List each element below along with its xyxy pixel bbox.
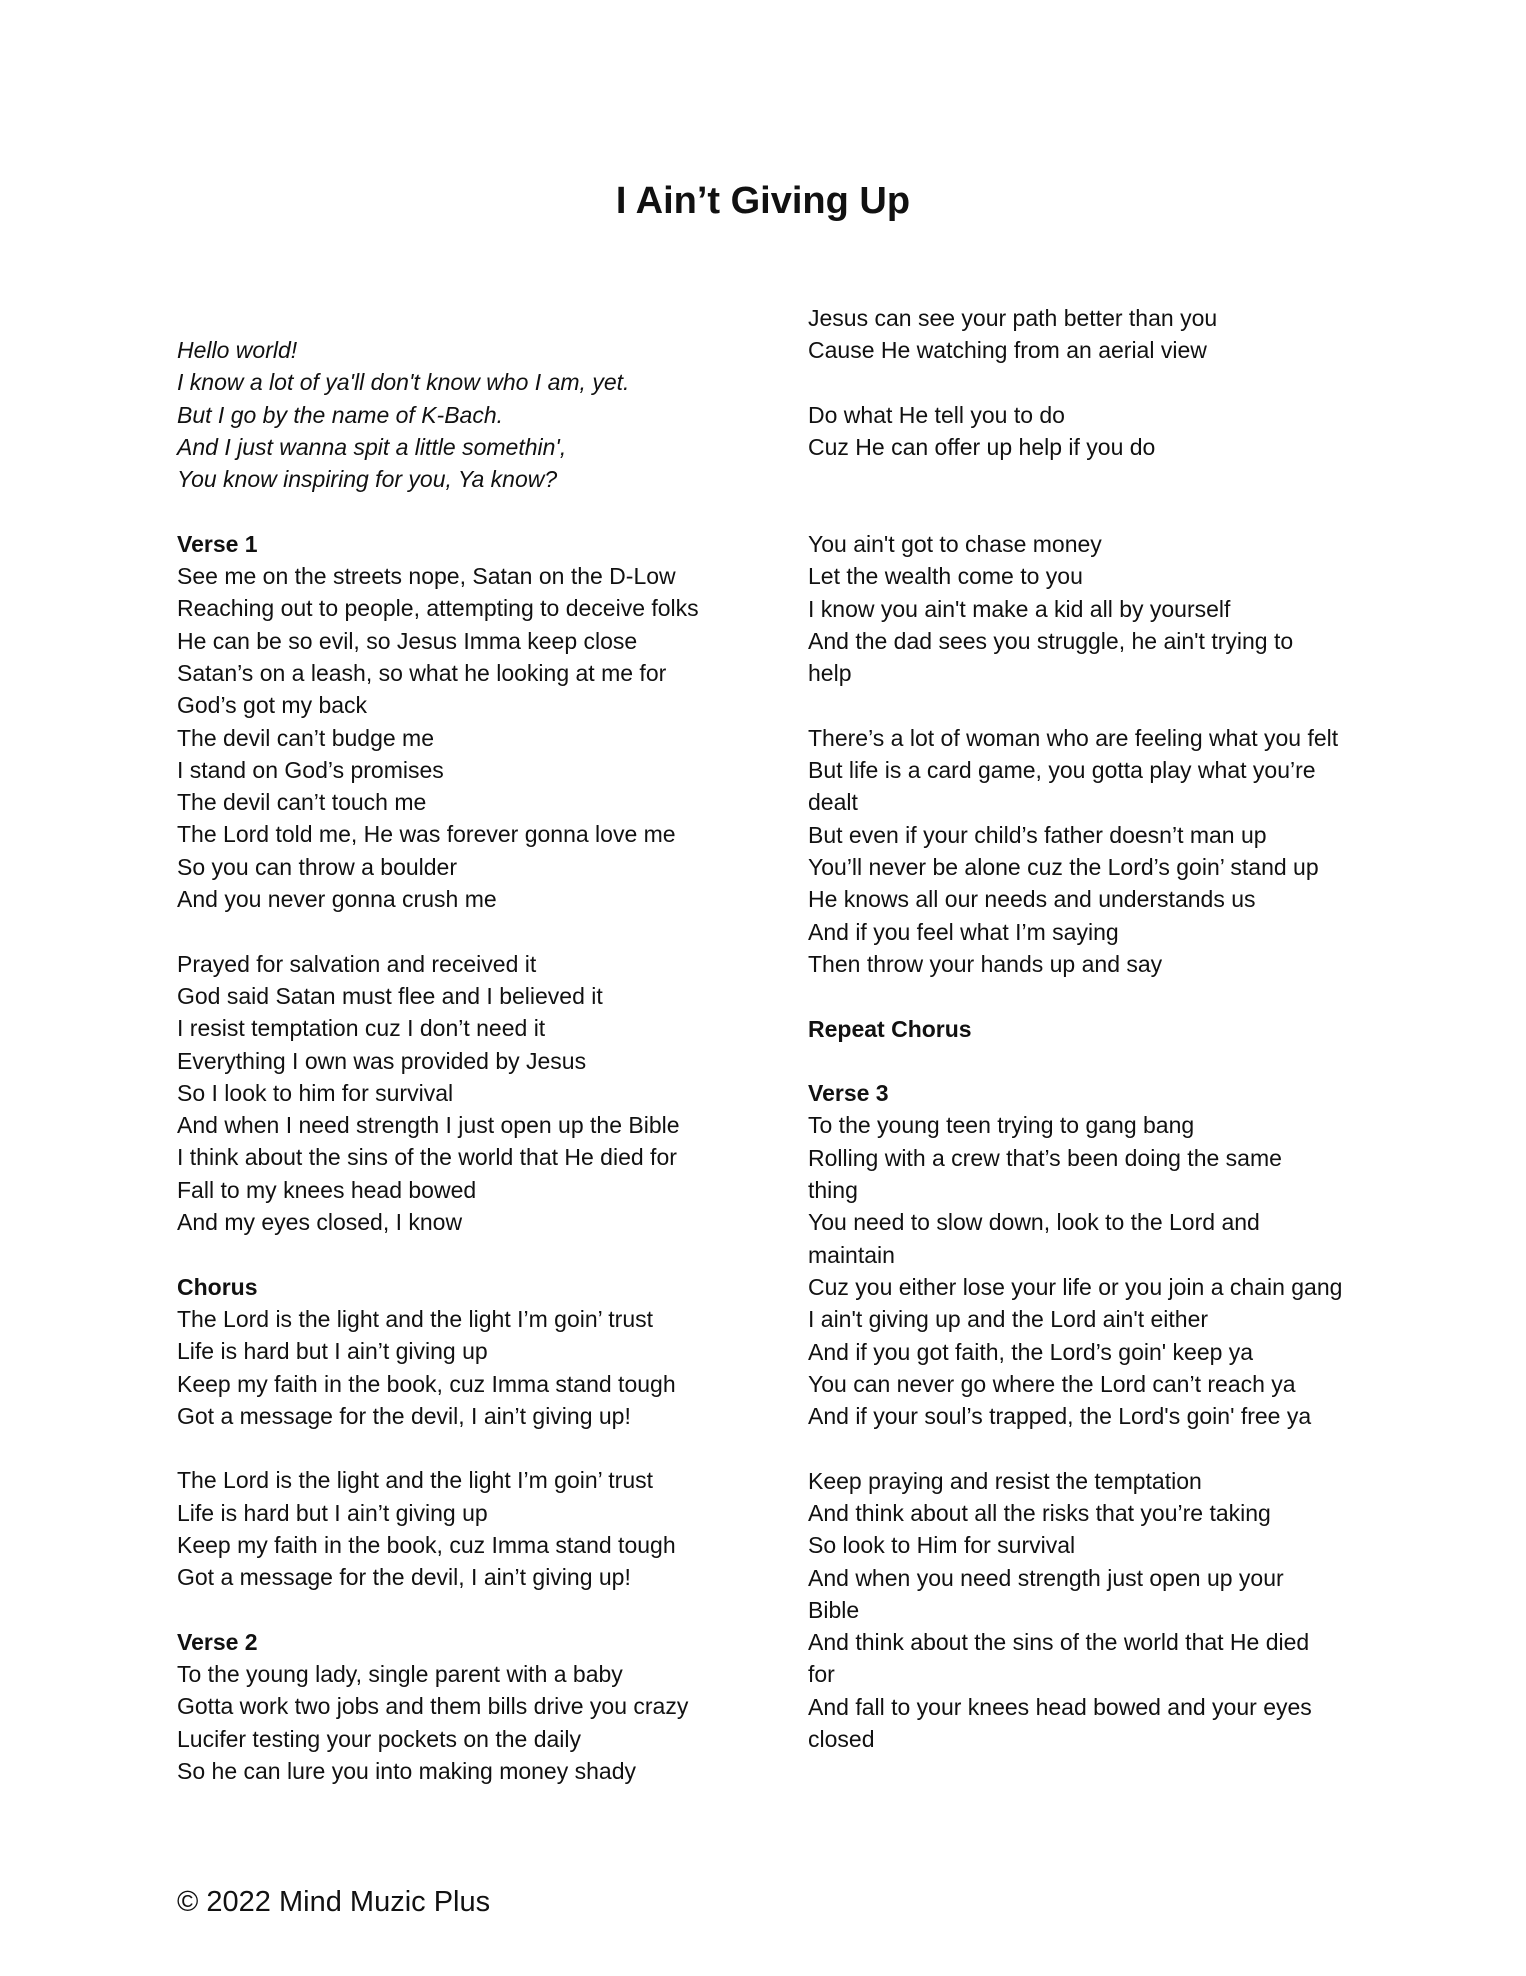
lyric-line: Cuz He can offer up help if you do — [808, 434, 1156, 461]
lyric-line: Got a message for the devil, I ain’t giving up! — [177, 1402, 631, 1429]
lyric-line: Let the wealth come to you — [808, 563, 1083, 590]
lyric-line: Everything I own was provided by Jesus — [177, 1047, 587, 1074]
lyric-line: I think about the sins of the world that He died for — [177, 1144, 677, 1171]
blank-line — [808, 463, 1388, 495]
lyric-line: I resist temptation cuz I don’t need it — [177, 1015, 546, 1042]
lyric-line: And think about all the risks that you’re taking — [808, 1499, 1271, 1526]
lyric-line: And if you got faith, the Lord’s goin' keep ya — [808, 1338, 1254, 1365]
lyric-line: Do what He tell you to do — [808, 401, 1065, 428]
copyright-footer: © 2022 Mind Muzic Plus — [177, 1886, 491, 1918]
lyric-line: You ain't got to chase money — [808, 531, 1102, 558]
blank-line — [177, 915, 757, 947]
section-heading: Verse 3 — [808, 1080, 889, 1107]
lyric-line: closed — [808, 1726, 875, 1753]
lyric-line: And think about the sins of the world that He died — [808, 1629, 1310, 1656]
lyric-line: Life is hard but I ain’t giving up — [177, 1499, 488, 1526]
lyric-line: Jesus can see your path better than you — [808, 305, 1218, 331]
lyric-line: So he can lure you into making money shady — [177, 1758, 636, 1785]
lyric-line: So you can throw a boulder — [177, 853, 458, 880]
lyric-line: To the young lady, single parent with a baby — [177, 1661, 623, 1688]
lyric-line: Gotta work two jobs and them bills drive you crazy — [177, 1693, 689, 1720]
blank-line — [808, 496, 1388, 528]
lyric-line: Prayed for salvation and received it — [177, 950, 537, 977]
intro-line: You know inspiring for you, Ya know? — [177, 466, 558, 493]
lyric-line: And fall to your knees head bowed and your eyes — [808, 1693, 1312, 1720]
lyric-line: You need to slow down, look to the Lord and — [808, 1209, 1260, 1236]
lyric-line: And if your soul’s trapped, the Lord's goin' free ya — [808, 1403, 1312, 1430]
lyric-line: And when you need strength just open up your — [808, 1564, 1284, 1591]
lyric-line: I ain't giving up and the Lord ain't either — [808, 1306, 1209, 1333]
lyric-line: But even if your child’s father doesn’t man up — [808, 821, 1267, 848]
lyric-line: And my eyes closed, I know — [177, 1209, 463, 1236]
blank-line — [808, 1045, 1388, 1077]
lyric-line: So look to Him for survival — [808, 1532, 1076, 1559]
lyric-line: The Lord told me, He was forever gonna love me — [177, 821, 676, 848]
lyric-line: Life is hard but I ain’t giving up — [177, 1338, 488, 1365]
blank-line — [177, 1594, 757, 1626]
lyric-line: So I look to him for survival — [177, 1079, 454, 1106]
lyric-line: The devil can’t touch me — [177, 789, 427, 816]
lyric-line: for — [808, 1661, 835, 1688]
lyrics-column-left — [177, 334, 757, 1787]
lyric-line: And you never gonna crush me — [177, 886, 497, 913]
lyric-line: The Lord is the light and the light I’m goin’ trust — [177, 1305, 654, 1332]
lyric-line: help — [808, 660, 852, 687]
lyric-line: Keep my faith in the book, cuz Imma stand tough — [177, 1370, 676, 1397]
lyric-line: I know you ain't make a kid all by yourself — [808, 595, 1231, 622]
intro-line: I know a lot of ya'll don't know who I am, yet. — [177, 369, 630, 396]
section-heading: Verse 1 — [177, 530, 258, 557]
blank-line — [177, 1238, 757, 1270]
lyric-line: Cuz you either lose your life or you join a chain gang — [808, 1273, 1343, 1300]
page-title: I Ain’t Giving Up — [615, 180, 911, 222]
section-heading: Verse 2 — [177, 1628, 258, 1655]
lyric-line: thing — [808, 1177, 858, 1204]
intro-line: Hello world! — [177, 337, 298, 363]
lyric-line: Fall to my knees head bowed — [177, 1176, 477, 1203]
lyric-line: God said Satan must flee and I believed it — [177, 982, 603, 1009]
lyric-line: See me on the streets nope, Satan on the D-Low — [177, 563, 676, 590]
lyric-line: God’s got my back — [177, 692, 368, 719]
lyric-line: To the young teen trying to gang bang — [808, 1112, 1195, 1139]
lyric-line: There’s a lot of woman who are feeling what you felt — [808, 724, 1339, 751]
lyric-line: He knows all our needs and understands us — [808, 886, 1256, 913]
lyric-line: The Lord is the light and the light I’m goin’ trust — [177, 1467, 654, 1494]
section-heading: Chorus — [177, 1273, 258, 1300]
lyric-line: Bible — [808, 1596, 860, 1623]
blank-line — [808, 690, 1388, 722]
lyric-line: And the dad sees you struggle, he ain't trying to — [808, 627, 1294, 654]
blank-line — [808, 367, 1388, 399]
intro-line: But I go by the name of K-Bach. — [177, 401, 504, 428]
lyric-line: Keep my faith in the book, cuz Imma stand tough — [177, 1531, 676, 1558]
lyric-line: You can never go where the Lord can’t reach ya — [808, 1370, 1296, 1397]
lyric-line: Lucifer testing your pockets on the daily — [177, 1725, 582, 1752]
lyric-line: Satan’s on a leash, so what he looking at me for — [177, 659, 667, 686]
lyric-line: You’ll never be alone cuz the Lord’s goin’ stand up — [808, 854, 1319, 881]
lyric-line: Keep praying and resist the temptation — [808, 1467, 1202, 1494]
lyric-line: Then throw your hands up and say — [808, 950, 1163, 977]
lyric-line: The devil can’t budge me — [177, 724, 434, 751]
lyric-line: Reaching out to people, attempting to deceive folks — [177, 595, 699, 622]
lyric-line: Cause He watching from an aerial view — [808, 337, 1207, 364]
lyric-line: dealt — [808, 789, 858, 816]
lyric-line: maintain — [808, 1241, 895, 1268]
lyric-line: He can be so evil, so Jesus Imma keep close — [177, 627, 638, 654]
blank-line — [808, 980, 1388, 1012]
lyric-line: But life is a card game, you gotta play what you’re — [808, 757, 1316, 784]
blank-line — [808, 1432, 1388, 1464]
lyric-line: Got a message for the devil, I ain’t giving up! — [177, 1564, 631, 1591]
blank-line — [177, 495, 757, 527]
lyric-line: I stand on God’s promises — [177, 756, 444, 783]
blank-line — [177, 1432, 757, 1464]
lyric-line: Rolling with a crew that’s been doing the same — [808, 1144, 1282, 1171]
lyrics-column-right — [808, 302, 1388, 1755]
section-heading: Repeat Chorus — [808, 1015, 972, 1042]
lyric-line: And when I need strength I just open up the Bible — [177, 1112, 680, 1139]
intro-line: And I just wanna spit a little somethin', — [177, 433, 567, 460]
lyric-line: And if you feel what I’m saying — [808, 918, 1119, 945]
